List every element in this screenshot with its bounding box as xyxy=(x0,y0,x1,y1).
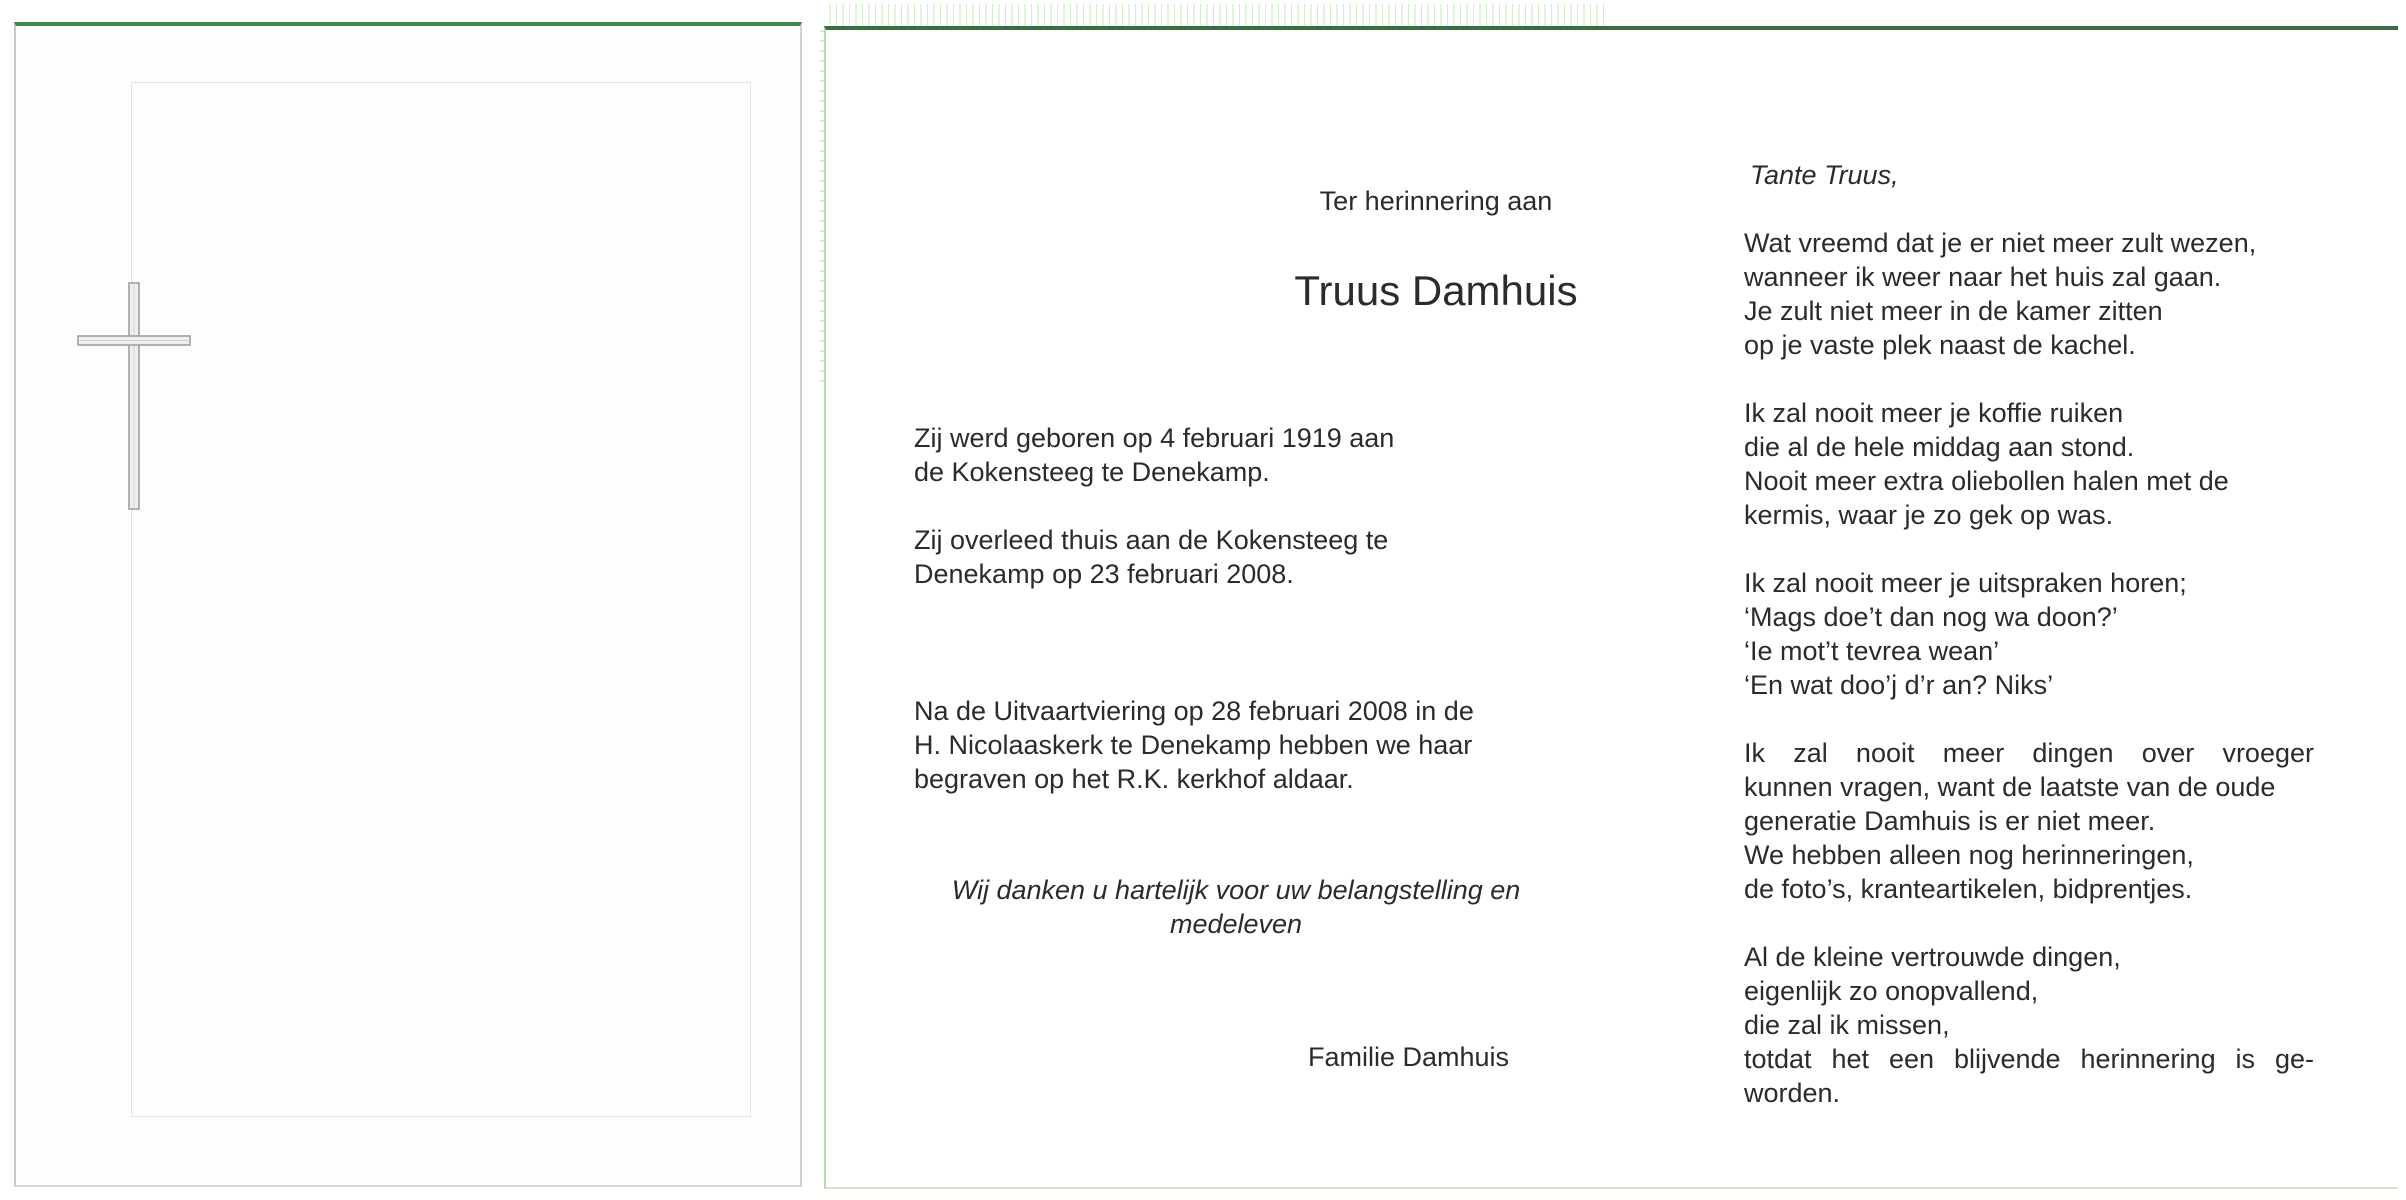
poem-line: die zal ik missen, xyxy=(1744,1010,1950,1040)
poem-line: totdat het een blijvende herinnering is ge- xyxy=(1744,1044,2314,1074)
poem-line: Je zult niet meer in de kamer zitten xyxy=(1744,296,2163,326)
poem-line: ‘Mags doe’t dan nog wa doon?’ xyxy=(1744,602,2118,632)
birth-line-1: Zij werd geboren op 4 februari 1919 aan xyxy=(914,423,1395,453)
poem-line: Ik zal nooit meer je koffie ruiken xyxy=(1744,398,2124,428)
poem-line: kermis, waar je zo gek op was. xyxy=(1744,500,2114,530)
poem-stanza-1 xyxy=(1744,226,2256,362)
front-card xyxy=(14,22,802,1187)
poem-line: Ik zal nooit meer je uitspraken horen; xyxy=(1744,568,2187,598)
funeral-line-2: H. Nicolaaskerk te Denekamp hebben we haar xyxy=(914,730,1473,760)
poem-line: worden. xyxy=(1744,1078,1841,1108)
poem-stanza-2 xyxy=(1744,396,2229,532)
poem-line: de foto’s, kranteartikelen, bidprentjes. xyxy=(1744,874,2193,904)
poem-stanza-5 xyxy=(1744,940,2314,1110)
birth-line-2: de Kokensteeg te Denekamp. xyxy=(914,457,1270,487)
poem-stanza-3 xyxy=(1744,566,2187,702)
poem-line: ‘En wat doo’j d’r an? Niks’ xyxy=(1744,670,2054,700)
poem-line: generatie Damhuis is er niet meer. xyxy=(1744,806,2156,836)
poem-line: wanneer ik weer naar het huis zal gaan. xyxy=(1744,262,2222,292)
poem-line: Wat vreemd dat je er niet meer zult wezen, xyxy=(1744,228,2257,258)
poem-line: eigenlijk zo onopvallend, xyxy=(1744,976,2039,1006)
signature: Familie Damhuis xyxy=(1308,1042,1510,1072)
memorial-heading: Ter herinnering aan xyxy=(1319,186,1553,216)
funeral-line-1: Na de Uitvaartviering op 28 februari 2008 in de xyxy=(914,696,1474,726)
deceased-name: Truus Damhuis xyxy=(1294,267,1578,314)
poem-line: ‘Ie mot’t tevrea wean’ xyxy=(1744,636,2000,666)
inside-card xyxy=(824,26,2398,1189)
scan-edge-artifact xyxy=(824,4,1604,26)
thanks-line-2: medeleven xyxy=(1169,909,1303,939)
poem-line: kunnen vragen, want de laatste van de oude xyxy=(1744,772,2276,802)
poem-salutation: Tante Truus, xyxy=(1750,160,1899,190)
funeral-line-3: begraven op het R.K. kerkhof aldaar. xyxy=(914,764,1354,794)
death-line-2: Denekamp op 23 februari 2008. xyxy=(914,559,1294,589)
front-card-frame xyxy=(131,82,751,1117)
poem-line: op je vaste plek naast de kachel. xyxy=(1744,330,2136,360)
cross-icon xyxy=(76,281,192,511)
poem-line: die al de hele middag aan stond. xyxy=(1744,432,2135,462)
poem-line: We hebben alleen nog herinneringen, xyxy=(1744,840,2194,870)
death-line-1: Zij overleed thuis aan de Kokensteeg te xyxy=(914,525,1389,555)
poem-line: Nooit meer extra oliebollen halen met de xyxy=(1744,466,2229,496)
poem-stanza-4 xyxy=(1744,736,2314,906)
poem-line: Ik zal nooit meer dingen over vroeger xyxy=(1744,738,2314,768)
thanks-line-1: Wij danken u hartelijk voor uw belangstelling en xyxy=(951,875,1521,905)
poem-line: Al de kleine vertrouwde dingen, xyxy=(1744,942,2121,972)
